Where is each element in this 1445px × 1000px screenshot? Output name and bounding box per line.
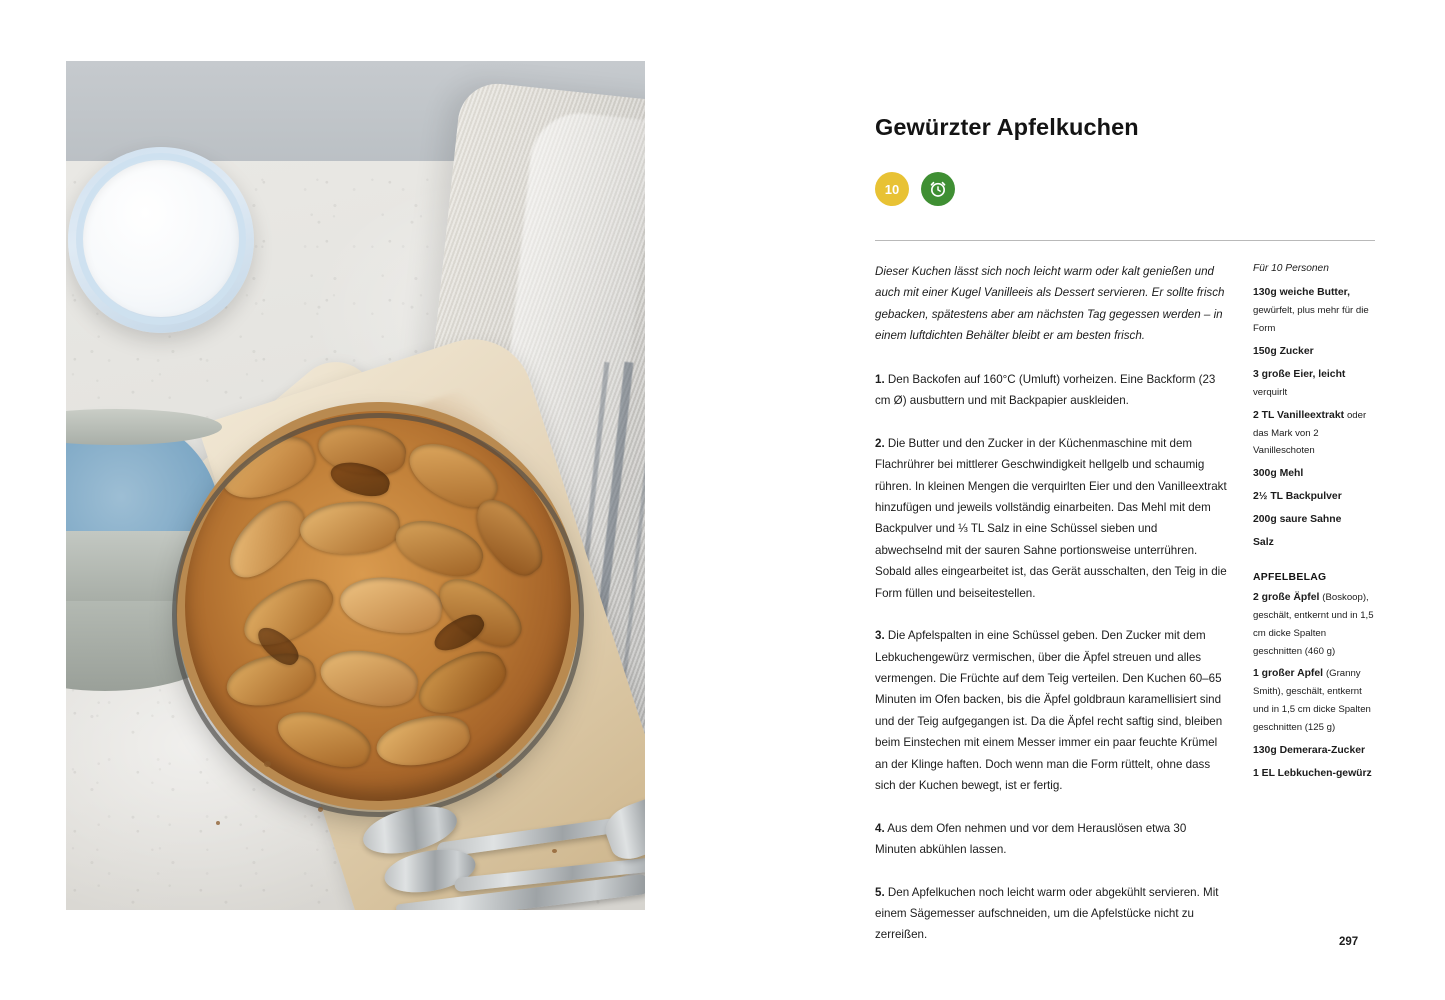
method-step (875, 625, 1227, 797)
ingredient-amount: 150g Zucker (1253, 345, 1314, 357)
servings-badge (875, 172, 909, 206)
method-step (875, 433, 1227, 605)
divider (875, 240, 1375, 241)
step-number: 5. (875, 885, 885, 899)
alarm-clock-icon (928, 179, 948, 199)
ingredient-item (1253, 366, 1375, 402)
recipe-page (722, 0, 1445, 1000)
photo-page (0, 0, 722, 1000)
step-text: Den Apfelkuchen noch leicht warm oder abgekühlt servieren. Mit einem Sägemesser aufschneiden, um die Apfelstücke nicht zu zerreißen. (875, 885, 1219, 942)
ingredient-amount: 2½ TL Backpulver (1253, 491, 1342, 503)
ingredient-amount: 1 großer Apfel (1253, 668, 1324, 680)
ingredients-column (1253, 261, 1375, 967)
ingredient-detail: oder das Mark von 2 Vanilleschoten (1253, 409, 1367, 457)
recipe-photo (66, 61, 645, 910)
method-step (875, 818, 1227, 861)
step-text: Die Butter und den Zucker in der Küchenmaschine mit dem Flachrührer bei mittlerer Geschwindigkeit hellgelb und schaumig rühren. In kleinen Mengen die verquirlten Eier und den Vanilleextrakt hinzufügen und jeweils vollständig einarbeiten. Das Mehl mit dem Backpulver und ⅓ TL Salz in eine Schüssel sieben und abwechselnd mit der sauren Sahne portionsweise unterrühren. Sobald alles eingearbeitet ist, das Gerät ausschalten, den Teig in die Form füllen und beiseitestellen. (875, 436, 1227, 600)
method-column (875, 261, 1227, 967)
step-number: 1. (875, 372, 885, 386)
ingredient-item (1253, 343, 1375, 361)
method-step (875, 369, 1227, 412)
ingredient-item (1253, 765, 1375, 783)
step-text: Den Backofen auf 160°C (Umluft) vorheizen. Eine Backform (23 cm Ø) ausbuttern und mit Backpapier auskleiden. (875, 372, 1216, 408)
ingredient-amount: 300g Mehl (1253, 468, 1304, 480)
step-text: Aus dem Ofen nehmen und vor dem Herauslösen etwa 30 Minuten abkühlen lassen. (875, 821, 1187, 857)
ingredient-detail: (Boskoop), geschält, entkernt und in 1,5 cm dicke Spalten geschnitten (460 g) (1253, 591, 1374, 657)
ingredient-item (1253, 534, 1375, 552)
ingredient-amount: 1 EL Lebkuchen-gewürz (1253, 767, 1372, 779)
crumb (216, 821, 220, 825)
ingredient-item (1253, 742, 1375, 760)
ingredient-item (1253, 465, 1375, 483)
ingredient-detail: verquirlt (1253, 386, 1288, 398)
ingredient-amount: 2 TL Vanilleextrakt (1253, 409, 1345, 421)
crumb (318, 807, 323, 812)
cake-tin-ring (172, 413, 584, 817)
ingredient-item (1253, 665, 1375, 737)
ingredient-amount: 2 große Äpfel (1253, 591, 1320, 603)
step-number: 3. (875, 629, 885, 643)
step-number: 4. (875, 821, 885, 835)
step-text: Die Apfelspalten in eine Schüssel geben. Den Zucker mit dem Lebkuchengewürz vermischen, über die Äpfel streuen und alles vermengen. Die Früchte auf dem Teig verteilen. Den Kuchen 60–65 Minuten im Ofen backen, bis die Äpfel goldbraun karamellisiert sind und der Teig aufgegangen ist. Da die Äpfel recht saftig sind, bleiben beim Einstechen mit einem Messer immer ein paar feuchte Krümel an der Klinge haften. Doch wenn man die Form rüttelt, ohne dass sich der Kuchen bewegt, ist er fertig. (875, 629, 1223, 793)
ingredient-amount: 130g Demerara-Zucker (1253, 745, 1366, 757)
serves-label: Für 10 Personen (1253, 263, 1329, 274)
crumb (552, 849, 557, 853)
ingredient-amount: 200g saure Sahne (1253, 514, 1342, 526)
time-badge (921, 172, 955, 206)
ingredient-item (1253, 407, 1375, 461)
crumb (496, 773, 502, 778)
ingredient-amount: Salz (1253, 537, 1274, 548)
method-step (875, 882, 1227, 946)
ingredients-section-title: APFELBELAG (1253, 571, 1327, 583)
ingredient-item (1253, 511, 1375, 529)
page-title: Gewürzter Apfelkuchen (875, 113, 1139, 140)
cream-bowl-rim (76, 153, 246, 325)
recipe-intro: Dieser Kuchen lässt sich noch leicht warm oder kalt genießen und auch mit einer Kugel Vanilleeis als Dessert servieren. Er sollte frisch gebacken, spätestens aber am nächsten Tag gegessen werden – in einem luftdichten Behälter bleibt er am besten frisch. (875, 265, 1225, 343)
ingredient-amount: 3 große Eier, leicht (1253, 368, 1346, 380)
ingredient-item (1253, 488, 1375, 506)
step-number: 2. (875, 436, 885, 450)
ingredient-item (1253, 589, 1375, 661)
ingredient-detail: gewürfelt, plus mehr für die Form (1253, 305, 1369, 335)
servings-badge-label: 10 (884, 181, 900, 197)
ingredient-amount: 130g weiche Butter, (1253, 287, 1351, 299)
crumb (264, 761, 271, 767)
ingredient-detail: (Granny Smith), geschält, entkernt und in 1,5 cm dicke Spalten geschnitten (125 g) (1253, 668, 1371, 734)
recipe-content (875, 261, 1375, 967)
page-number: 297 (1339, 936, 1359, 948)
badge-row (875, 172, 955, 206)
ingredient-item (1253, 284, 1375, 338)
